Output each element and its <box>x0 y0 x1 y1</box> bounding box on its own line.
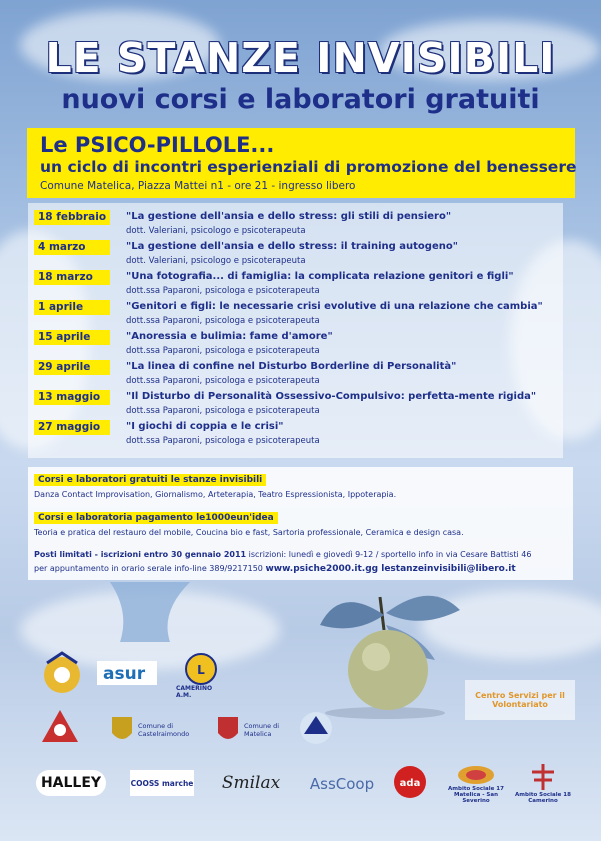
contact-line <box>34 564 516 574</box>
svg-text:L: L <box>197 663 205 677</box>
paid-courses-list: Teoria e pratica del restauro del mobile, Coucina bio e fast, Sartoria professionale, Ceramica e design casa. <box>34 528 464 537</box>
lions-club-logo <box>176 652 226 700</box>
cooperative-logo <box>295 706 337 750</box>
coat-of-arms-icon <box>216 715 240 745</box>
schedule-title: "La gestione dell'ansia e dello stress: il training autogeno" <box>126 241 458 252</box>
schedule-date: 18 marzo <box>34 270 110 285</box>
free-courses-label: Corsi e laboratori gratuiti le stanze invisibili <box>34 474 266 486</box>
coat-of-arms-icon <box>110 715 134 745</box>
psico-subtitle: un ciclo di incontri esperienziali di promozione del benessere <box>40 158 577 176</box>
psico-title: Le PSICO-PILLOLE... <box>40 133 275 157</box>
schedule-speaker: dott.ssa Paparoni, psicologa e psicoterapeuta <box>126 316 320 326</box>
schedule-date: 4 marzo <box>34 240 110 255</box>
appointment-info: per appuntamento in orario serale info-line 389/9217150 <box>34 564 263 573</box>
registration-info: iscrizioni: lunedì e giovedì 9-12 / sportello info in via Cesare Battisti 46 <box>248 550 532 559</box>
schedule-title: "Il Disturbo di Personalità Ossessivo-Compulsivo: perfetta-mente rigida" <box>126 391 537 402</box>
cooss-logo: COOSS marche <box>130 770 194 796</box>
schedule-title: "I giochi di coppia e le crisi" <box>126 421 284 432</box>
schedule-title: "Una fotografia... di famiglia: la complicata relazione genitori e figli" <box>126 271 514 282</box>
registration-deadline: Posti limitati - iscrizioni entro 30 gennaio 2011 <box>34 550 247 559</box>
svg-text:ada: ada <box>399 778 421 789</box>
contact-web-email: www.psiche2000.it.gg lestanzeinvisibili@libero.it <box>265 564 516 574</box>
svg-text:asur: asur <box>103 664 146 684</box>
lions-emblem-icon <box>185 653 217 685</box>
curtain-illustration <box>110 582 220 642</box>
schedule-date: 13 maggio <box>34 390 110 405</box>
schedule-title: "Anoressia e bulimia: fame d'amore" <box>126 331 333 342</box>
asur-logo <box>96 655 158 691</box>
asscoop-logo: AssCoop <box>309 775 375 793</box>
csv-logo: Centro Servizi per il Volontariato <box>465 680 575 720</box>
schedule-title: "La gestione dell'ansia e dello stress: gli stili di pensiero" <box>126 211 452 222</box>
ada-logo <box>392 764 428 800</box>
matelica-logo: Comune di Matelica <box>212 712 292 748</box>
event-location: Comune Matelica, Piazza Mattei n1 - ore 21 - ingresso libero <box>40 180 356 192</box>
ambito18-emblem-icon <box>528 762 558 792</box>
free-courses-list: Danza Contact Improvisation, Giornalismo, Arteterapia, Teatro Espressionista, Ippoterapia. <box>34 490 397 499</box>
schedule-date: 18 febbraio <box>34 210 110 225</box>
schedule-date: 15 aprile <box>34 330 110 345</box>
schedule-title: "La linea di confine nel Disturbo Borderline di Personalità" <box>126 361 457 372</box>
schedule-speaker: dott.ssa Paparoni, psicologa e psicoterapeuta <box>126 436 320 446</box>
schedule-speaker: dott.ssa Paparoni, psicologa e psicoterapeuta <box>126 406 320 416</box>
psiche2000-logo <box>36 648 88 696</box>
ambito18-logo: Ambito Sociale 18 Camerino <box>514 756 572 810</box>
schedule-date: 27 maggio <box>34 420 110 435</box>
schedule-speaker: dott.ssa Paparoni, psicologa e psicoterapeuta <box>126 346 320 356</box>
poster-title: LE STANZE INVISIBILI <box>45 34 556 82</box>
schedule-speaker: dott.ssa Paparoni, psicologa e psicoterapeuta <box>126 286 320 296</box>
schedule-title: "Genitori e figli: le necessarie crisi evolutive di una relazione che cambia" <box>126 301 543 312</box>
poster-subtitle: nuovi corsi e laboratori gratuiti <box>61 84 540 115</box>
association-logo <box>38 706 82 746</box>
ambito17-logo: Ambito Sociale 17 Matelica - San Severino <box>440 760 512 808</box>
schedule-date: 1 aprile <box>34 300 110 315</box>
castelraimondo-logo: Comune di Castelraimondo <box>105 712 195 748</box>
schedule-speaker: dott. Valeriani, psicologo e psicoterapeuta <box>126 256 306 266</box>
apple-illustration <box>300 585 470 720</box>
halley-logo: HALLEY <box>36 770 106 796</box>
paid-courses-label: Corsi e laboratoria pagamento le1000eun'idea <box>34 512 278 524</box>
smilax-logo: Smilax <box>221 773 281 793</box>
schedule-date: 29 aprile <box>34 360 110 375</box>
registration-line <box>34 550 531 559</box>
ambito17-emblem-icon <box>456 764 496 786</box>
schedule-speaker: dott.ssa Paparoni, psicologa e psicoterapeuta <box>126 376 320 386</box>
schedule-speaker: dott. Valeriani, psicologo e psicoterapeuta <box>126 226 306 236</box>
lions-label: CAMERINO A.M. <box>176 685 213 699</box>
